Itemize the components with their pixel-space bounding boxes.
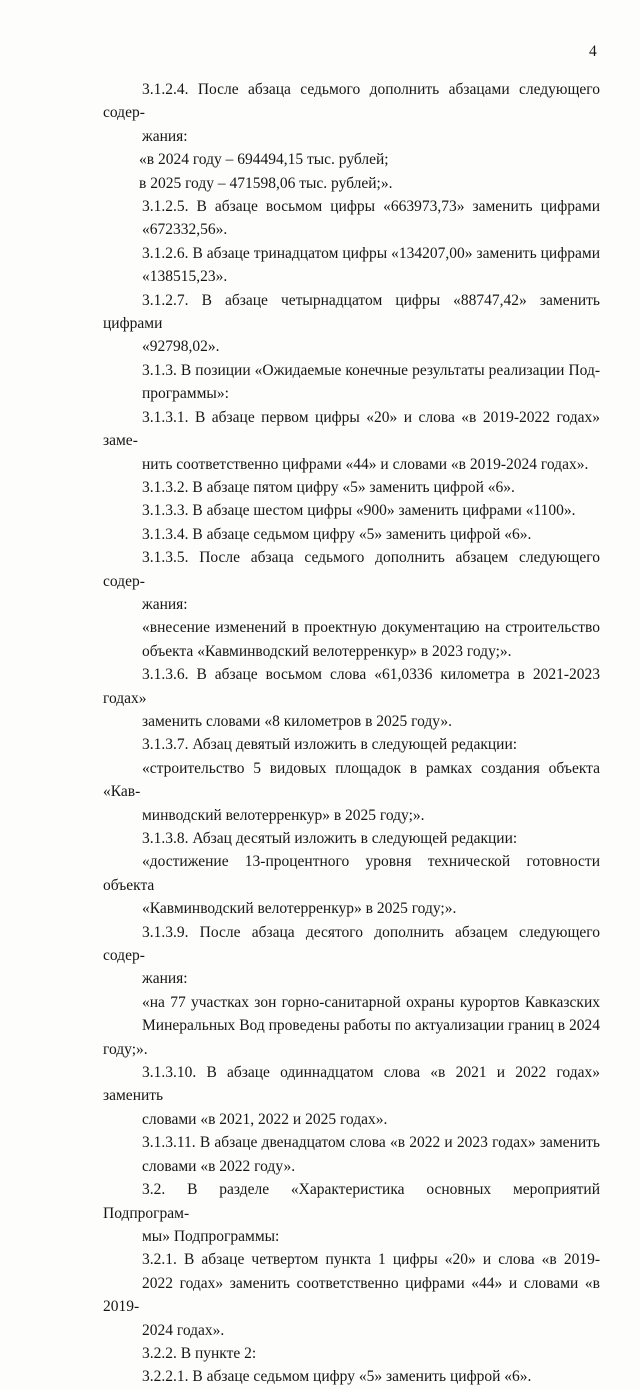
text-line: словами «в 2022 году».	[142, 1157, 296, 1175]
paragraph	[103, 757, 600, 827]
text-line: «строительство 5 видовых площадок в рамках создания объекта «Кав-	[103, 759, 600, 801]
text-line: жания:	[142, 970, 188, 988]
text-line: мы» Подпрограммы:	[142, 1227, 280, 1245]
text-line: словами «в 2021, 2022 и 2025 годах».	[142, 1110, 388, 1128]
text-line: 2022 годах» заменить соответственно цифрами «44» и словами «в 2019-	[103, 1274, 600, 1316]
text-line: 3.1.3.1. В абзаце первом цифры «20» и слова «в 2019-2022 годах» заме-	[103, 408, 600, 450]
text-line: Минеральных Вод проведены работы по актуализации границ в 2024 году;».	[103, 1017, 600, 1058]
text-line: «на 77 участках зон горно-санитарной охраны курортов Кавказских	[142, 993, 600, 1011]
text-line: жания:	[142, 127, 188, 145]
paragraph	[103, 242, 600, 289]
paragraph	[103, 1365, 600, 1388]
text-line: «Кавминводский велотерренкур» в 2025 году;».	[142, 900, 457, 918]
paragraph	[103, 827, 600, 850]
text-line: «92798,02».	[142, 338, 220, 356]
text-line: 3.1.2.6. В абзаце тринадцатом цифры «134207,00» заменить цифрами	[142, 244, 600, 262]
text-line: объекта «Кавминводский велотерренкур» в 2023 году;».	[142, 642, 512, 660]
text-line: 3.1.3.2. В абзаце пятом цифру «5» заменить цифрой «6».	[142, 478, 515, 496]
paragraph	[103, 1131, 600, 1178]
paragraph	[103, 1178, 600, 1248]
paragraph	[103, 406, 600, 476]
text-line: 3.1.2.4. После абзаца седьмого дополнить абзацами следующего содер-	[103, 81, 600, 122]
text-line: «672332,56».	[142, 221, 228, 239]
paragraph	[103, 1342, 600, 1365]
text-line: 3.1.3.10. В абзаце одиннадцатом слова «в 2021 и 2022 годах» заменить	[103, 1064, 600, 1105]
paragraph	[103, 476, 600, 499]
paragraph	[103, 850, 600, 920]
text-line: 3.1.3. В позиции «Ожидаемые конечные результаты реализации Под-	[142, 361, 600, 379]
text-line: «в 2024 году – 694494,15 тыс. рублей;	[139, 151, 389, 169]
paragraph	[103, 546, 600, 616]
paragraph	[103, 359, 600, 406]
text-line: программы»:	[142, 385, 229, 403]
text-line: 3.1.2.7. В абзаце четырнадцатом цифры «88747,42» заменить цифрами	[103, 291, 600, 333]
paragraph	[103, 991, 600, 1061]
paragraph	[103, 523, 600, 546]
text-line: минводский велотерренкур» в 2025 году;».	[142, 806, 425, 824]
text-line: 3.1.2.5. В абзаце восьмом цифры «663973,73» заменить цифрами	[142, 198, 600, 216]
paragraph	[103, 616, 600, 663]
text-line: «достижение 13-процентного уровня технической готовности объекта	[103, 853, 600, 894]
paragraph	[103, 733, 600, 756]
paragraph	[103, 663, 600, 733]
text-line: «138515,23».	[142, 268, 228, 286]
text-line: 3.1.3.11. В абзаце двенадцатом слова «в 2022 и 2023 годах» заменить	[142, 1134, 600, 1152]
paragraph	[103, 289, 600, 359]
text-line: 3.2.1. В абзаце четвертом пункта 1 цифры «20» и слова «в 2019-	[142, 1251, 600, 1269]
text-line: 3.2.2. В пункте 2:	[142, 1344, 257, 1362]
text-line: 3.1.3.4. В абзаце седьмом цифру «5» заменить цифрой «6».	[142, 525, 532, 543]
text-line: «внесение изменений в проектную документацию на строительство	[142, 619, 600, 637]
text-line: 3.1.3.8. Абзац десятый изложить в следующей редакции:	[142, 830, 518, 847]
text-line: 3.1.3.6. В абзаце восьмом слова «61,0336 километра в 2021-2023 годах»	[103, 666, 600, 707]
paragraph	[103, 78, 600, 148]
paragraph	[103, 195, 600, 242]
paragraph	[103, 499, 600, 522]
paragraph	[103, 1248, 600, 1342]
text-line: 2024 годах».	[142, 1321, 225, 1339]
text-line: жания:	[142, 595, 188, 613]
text-line: 3.1.3.9. После абзаца десятого дополнить абзацем следующего содер-	[103, 923, 600, 965]
text-line: 3.2.2.1. В абзаце седьмом цифру «5» заменить цифрой «6».	[142, 1368, 532, 1386]
text-line: 3.1.3.5. После абзаца седьмого дополнить абзацем следующего содер-	[103, 549, 600, 590]
text-line: 3.1.3.3. В абзаце шестом цифры «900» заменить цифрами «1100».	[142, 502, 576, 520]
page-number: 4	[589, 43, 597, 60]
paragraph	[103, 1061, 600, 1131]
text-line: заменить словами «8 километров в 2025 году».	[142, 712, 453, 730]
paragraph	[103, 172, 600, 195]
paragraph	[103, 921, 600, 991]
text-line: нить соответственно цифрами «44» и словами «в 2019-2024 годах».	[142, 455, 589, 473]
paragraph	[103, 148, 600, 171]
document-body	[103, 78, 600, 1389]
text-line: в 2025 году – 471598,06 тыс. рублей;».	[139, 174, 393, 192]
text-line: 3.2. В разделе «Характеристика основных мероприятий Подпрограм-	[103, 1181, 600, 1222]
text-line: 3.1.3.7. Абзац девятый изложить в следующей редакции:	[142, 736, 518, 754]
